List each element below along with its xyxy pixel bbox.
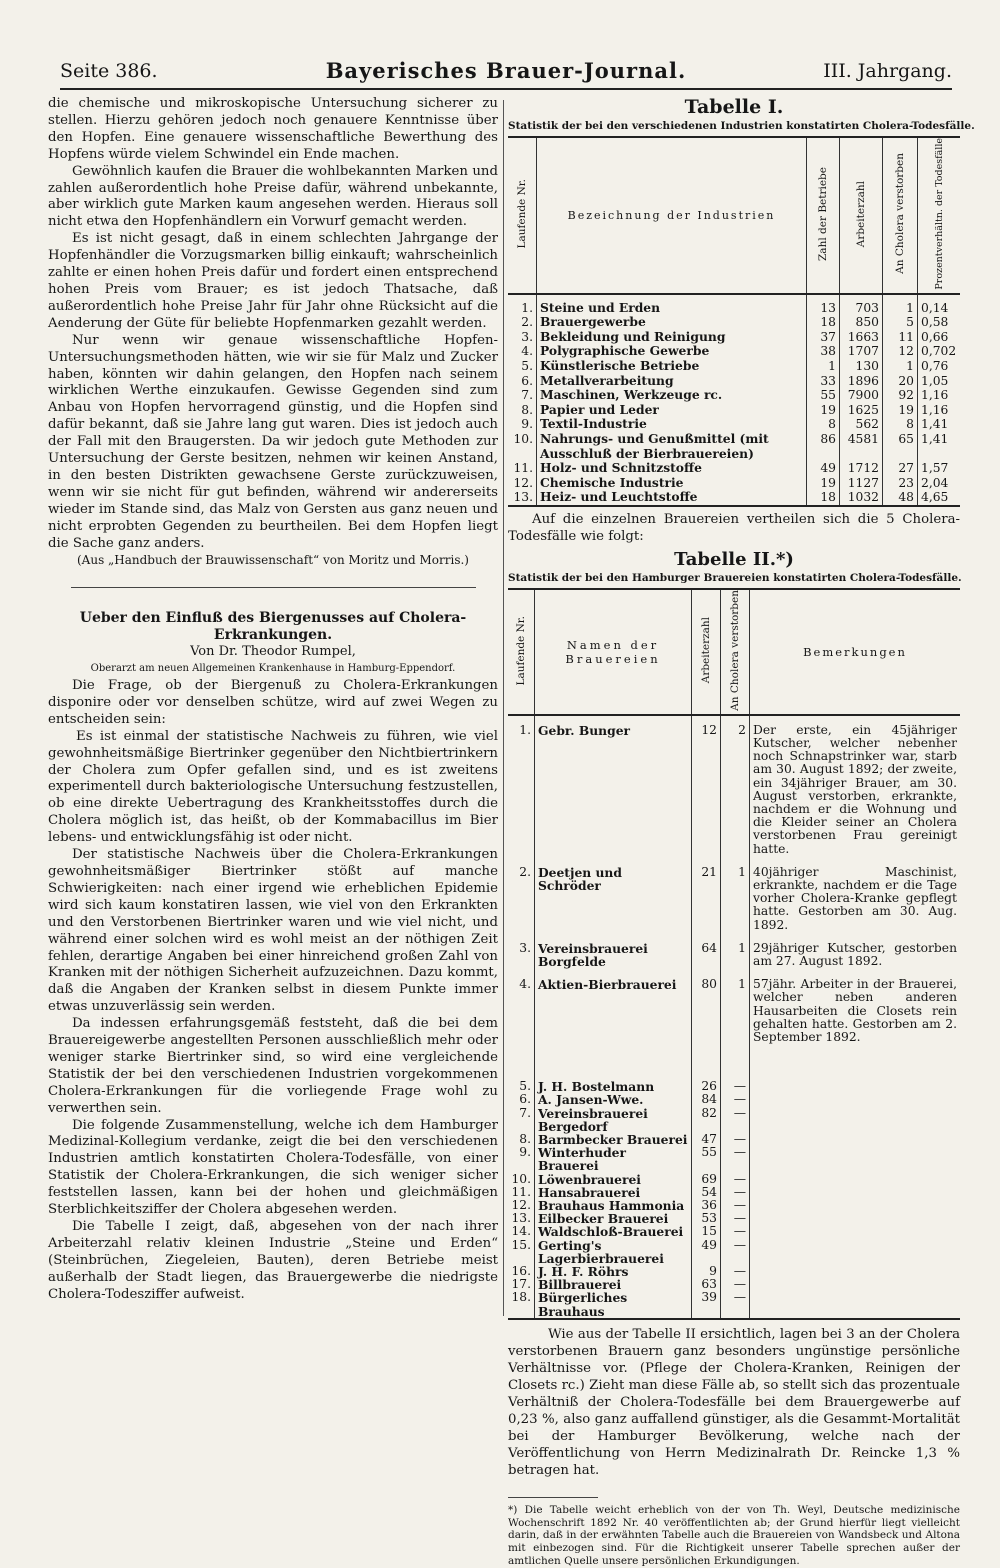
table-row bbox=[508, 1173, 960, 1186]
row-number: 3. bbox=[519, 940, 531, 955]
death-percentage: 0,66 bbox=[918, 330, 961, 345]
betriebe-count: 8 bbox=[807, 417, 840, 432]
death-count: — bbox=[721, 1291, 750, 1318]
table-row bbox=[508, 374, 960, 389]
death-count: 1 bbox=[721, 866, 750, 942]
brewery-name: Aktien-Bierbrauerei bbox=[535, 978, 692, 1080]
death-count: — bbox=[721, 1133, 750, 1146]
brewery-name: Bürgerliches Brauhaus bbox=[535, 1291, 692, 1318]
row-number: 15. bbox=[511, 1237, 531, 1252]
industry-name: Maschinen, Werkzeuge rc. bbox=[537, 388, 807, 403]
paragraph: Nur wenn wir genaue wissenschaftliche Hopfen-Untersuchungsmethoden hätten, wie wir sie für Malz und Zucker haben, könnten wir dahin gelangen, den Hopfen nach seinem wirklichen Werthe einzukaufen. Gewisse Gegenden sind zum Anbau von Hopfen hervorragend günstig, und die Hopfen sind dafür bekannt, daß sie Jahre lang gut waren. Dies ist jedoch auch der Fall mit den Braugersten. Da wir jedoch gute Methoden zur Untersuchung der Gerste besitzen, nehmen wir keinen Anstand, in den besten Distrikten gewachsene Gerste zurückzuweisen, wenn wir sie nicht für gut befinden, während wir andererseits wieder im Stande sind, das Malz von Gersten aus ganz neuen und nicht erprobten Gegenden zu beurtheilen. Bei dem Hopfen liegt die Sache ganz anders. bbox=[48, 332, 498, 551]
row-number: 7. bbox=[521, 388, 533, 403]
remarks bbox=[750, 1239, 961, 1265]
death-count: 2 bbox=[721, 715, 750, 866]
table-row bbox=[508, 715, 960, 866]
remarks bbox=[750, 1186, 961, 1199]
industry-name: Chemische Industrie bbox=[537, 476, 807, 491]
brewery-name: Deetjen und Schröder bbox=[535, 866, 692, 942]
row-number: 12. bbox=[513, 475, 533, 490]
brewery-name: Vereinsbrauerei Bergedorf bbox=[535, 1107, 692, 1133]
death-percentage: 0,76 bbox=[918, 359, 961, 374]
table2-header: Laufende Nr. bbox=[515, 615, 527, 686]
paragraph: Gewöhnlich kaufen die Brauer die wohlbekannten Marken und zahlen außerordentlich hohe Preise dafür, während unbekannte, aber wirklich gute Marken kaum angesehen werden. Hieraus soll nicht etwa den Hopfenhändlern ein Vorwurf gemacht werden. bbox=[48, 163, 498, 230]
worker-count: 130 bbox=[840, 359, 883, 374]
death-count: 1 bbox=[721, 942, 750, 978]
industry-name: Papier und Leder bbox=[537, 403, 807, 418]
article-separator bbox=[71, 587, 476, 588]
row-number: 16. bbox=[511, 1264, 531, 1279]
worker-count: 9 bbox=[692, 1265, 721, 1278]
worker-count: 703 bbox=[840, 294, 883, 316]
betriebe-count: 38 bbox=[807, 344, 840, 359]
table1-header: Prozentverhältn. der Todesfälle bbox=[933, 138, 945, 290]
footnote: *) Die Tabelle weicht erheblich von der von Th. Weyl, Deutsche medizinische Wochenschrift 1892 Nr. 40 veröffentlichten ab; der Grund hierfür liegt vielleicht darin, daß in der erwähnten Tabelle auch die Brauereien von Wandsbeck und Altona mit einbezogen sind. Für die Richtigkeit unserer Tabelle sprechen außer der amtlichen Quelle unsere persönlichen Erkundigungen. bbox=[508, 1503, 960, 1568]
remarks bbox=[750, 1225, 961, 1238]
death-count: — bbox=[721, 1199, 750, 1212]
row-number: 4. bbox=[521, 344, 533, 359]
betriebe-count: 19 bbox=[807, 476, 840, 491]
brewery-name: J. H. F. Röhrs bbox=[535, 1265, 692, 1278]
death-percentage: 1,41 bbox=[918, 432, 961, 461]
table-row bbox=[508, 476, 960, 491]
death-count: — bbox=[721, 1225, 750, 1238]
worker-count: 49 bbox=[692, 1239, 721, 1265]
remarks bbox=[750, 1093, 961, 1106]
worker-count: 36 bbox=[692, 1199, 721, 1212]
death-percentage: 2,04 bbox=[918, 476, 961, 491]
table-row bbox=[508, 942, 960, 978]
betriebe-count: 1 bbox=[807, 359, 840, 374]
table1-header: Arbeiterzahl bbox=[855, 180, 867, 247]
worker-count: 1896 bbox=[840, 374, 883, 389]
worker-count: 850 bbox=[840, 315, 883, 330]
row-number: 2. bbox=[521, 315, 533, 330]
death-count: — bbox=[721, 1093, 750, 1106]
worker-count: 26 bbox=[692, 1080, 721, 1093]
death-count: 8 bbox=[883, 417, 918, 432]
page-header bbox=[60, 58, 952, 90]
paragraph: Der statistische Nachweis über die Cholera-Erkrankungen gewohnheitsmäßiger Biertrinker stößt auf manche Schwierigkeiten: nach einer irgend wie erheblichen Epidemie wird sich kaum konstatiren lassen, wie viel von den Erkrankten und den Verstorbenen Biertrinker waren und wie viel nicht, und während einer solchen wird es wohl meist an der nöthigen Zeit fehlen, derartige Angaben bei einer hinreichend großen Zahl von Kranken mit der nöthigen Sicherheit aufzuzeichnen. Dazu kommt, daß die Angaben der Kranken selbst in diesem Punkte immer etwas unzuverlässig sein werden. bbox=[48, 847, 498, 1015]
death-count: 23 bbox=[883, 476, 918, 491]
death-count: 27 bbox=[883, 461, 918, 476]
betriebe-count: 49 bbox=[807, 461, 840, 476]
table-row bbox=[508, 490, 960, 506]
table2-header: Bemerkungen bbox=[750, 589, 961, 715]
brewery-name: Gerting's Lagerbierbrauerei bbox=[535, 1239, 692, 1265]
table-row bbox=[508, 1225, 960, 1238]
table-row bbox=[508, 978, 960, 1080]
worker-count: 80 bbox=[692, 978, 721, 1080]
row-number: 14. bbox=[511, 1224, 531, 1239]
row-number: 6. bbox=[519, 1092, 531, 1107]
death-count: 1 bbox=[883, 294, 918, 316]
brewery-name: J. H. Bostelmann bbox=[535, 1080, 692, 1093]
death-percentage: 1,16 bbox=[918, 403, 961, 418]
table-row bbox=[508, 1291, 960, 1318]
death-count: — bbox=[721, 1212, 750, 1225]
table-row bbox=[508, 417, 960, 432]
table-row bbox=[508, 330, 960, 345]
row-number: 2. bbox=[519, 864, 531, 879]
remarks bbox=[750, 1080, 961, 1093]
paragraph: Die Frage, ob der Biergenuß zu Cholera-Erkrankungen disponire oder vor denselben schütze, wird auf zwei Wegen zu entscheiden sein: bbox=[48, 678, 498, 727]
industry-name: Holz- und Schnitzstoffe bbox=[537, 461, 807, 476]
industry-name: Steine und Erden bbox=[537, 294, 807, 316]
paragraph: Die folgende Zusammenstellung, welche ich dem Hamburger Medizinal-Kollegium verdanke, zeigt die bei den verschiedenen Industrien amtlich konstatirten Cholera-Todesfälle, von einer Statistik der Cholera-Erkrankungen, die sich weniger sicher feststellen lassen, kann bei der hohen und gleichmäßigen Sterblichkeitsziffer der Cholera abgesehen werden. bbox=[48, 1117, 498, 1218]
industry-name: Heiz- und Leuchtstoffe bbox=[537, 490, 807, 506]
worker-count: 54 bbox=[692, 1186, 721, 1199]
brewery-name: Löwenbrauerei bbox=[535, 1173, 692, 1186]
remarks: Der erste, ein 45jähriger Kutscher, welcher nebenher noch Schnapstrinker war, starb am 30. August 1892; der zweite, ein 34jähriger Brauer, am 30. August verstorben, erkrankte, nachdem er die Wohnung und die Kleider seiner an Cholera verstorbenen Frau gereinigt hatte. bbox=[750, 715, 961, 866]
remarks bbox=[750, 1265, 961, 1278]
row-number: 8. bbox=[519, 1132, 531, 1146]
worker-count: 1663 bbox=[840, 330, 883, 345]
brewery-name: Gebr. Bunger bbox=[535, 715, 692, 866]
row-number: 1. bbox=[521, 300, 533, 315]
death-count: 92 bbox=[883, 388, 918, 403]
remarks: 29jähriger Kutscher, gestorben am 27. August 1892. bbox=[750, 942, 961, 978]
table2-title: Tabelle II.*) bbox=[674, 548, 794, 570]
death-percentage: 0,58 bbox=[918, 315, 961, 330]
remarks: 57jähr. Arbeiter in der Brauerei, welcher neben anderen Hausarbeiten die Closets rein gehalten hatte. Gestorben am 2. September 1892. bbox=[750, 978, 961, 1080]
betriebe-count: 19 bbox=[807, 403, 840, 418]
row-number: 12. bbox=[511, 1198, 531, 1213]
death-percentage: 1,41 bbox=[918, 417, 961, 432]
worker-count: 4581 bbox=[840, 432, 883, 461]
death-count: — bbox=[721, 1173, 750, 1186]
industry-name: Polygraphische Gewerbe bbox=[537, 344, 807, 359]
death-count: 5 bbox=[883, 315, 918, 330]
worker-count: 15 bbox=[692, 1225, 721, 1238]
remarks bbox=[750, 1199, 961, 1212]
table-row bbox=[508, 461, 960, 476]
worker-count: 1712 bbox=[840, 461, 883, 476]
row-number: 7. bbox=[519, 1105, 531, 1120]
worker-count: 63 bbox=[692, 1278, 721, 1291]
worker-count: 562 bbox=[840, 417, 883, 432]
death-count: — bbox=[721, 1239, 750, 1265]
worker-count: 1707 bbox=[840, 344, 883, 359]
row-number: 17. bbox=[511, 1277, 531, 1292]
brewery-name: Brauhaus Hammonia bbox=[535, 1199, 692, 1212]
row-number: 1. bbox=[519, 722, 531, 737]
table-row bbox=[508, 294, 960, 316]
table-row bbox=[508, 344, 960, 359]
indented-quote: Es ist einmal der statistische Nachweis zu führen, wie viel gewohnheitsmäßige Biertrinker gegenüber den Nichtbiertrinkern der Cholera zum Opfer gefallen sind, und es ist zweitens experimentell durch bakteriologische Untersuchung festzustellen, ob eine direkte Uebertragung des Krankheitsstoffes durch die Cholera möglich ist, das heißt, ob der Kommabacillus im Bier lebens- und entwicklungsfähig ist oder nicht. bbox=[48, 728, 498, 846]
betriebe-count: 18 bbox=[807, 315, 840, 330]
death-count: 12 bbox=[883, 344, 918, 359]
death-count: 19 bbox=[883, 403, 918, 418]
remarks bbox=[750, 1133, 961, 1146]
paragraph: Auf die einzelnen Brauereien vertheilen sich die 5 Cholera-Todesfälle wie folgt: bbox=[508, 511, 960, 544]
table1-header: Laufende Nr. bbox=[516, 179, 528, 249]
row-number: 4. bbox=[519, 977, 531, 992]
death-percentage: 4,65 bbox=[918, 490, 961, 506]
brewery-name: Barmbecker Brauerei bbox=[535, 1133, 692, 1146]
brewery-name: Winterhuder Brauerei bbox=[535, 1146, 692, 1172]
row-number: 6. bbox=[521, 373, 533, 388]
death-count: 1 bbox=[883, 359, 918, 374]
source-citation: (Aus „Handbuch der Brauwissenschaft“ von Moritz und Morris.) bbox=[77, 553, 469, 568]
death-count: — bbox=[721, 1080, 750, 1093]
death-percentage: 1,05 bbox=[918, 374, 961, 389]
table1-header: Bezeichnung der Industrien bbox=[537, 137, 807, 294]
death-count: 11 bbox=[883, 330, 918, 345]
table1-title: Tabelle I. bbox=[684, 96, 784, 118]
table-row bbox=[508, 1107, 960, 1133]
betriebe-count: 13 bbox=[807, 294, 840, 316]
row-number: 13. bbox=[511, 1211, 531, 1226]
death-percentage: 0,702 bbox=[918, 344, 961, 359]
journal-title: Bayerisches Brauer-Journal. bbox=[325, 58, 687, 83]
brewery-name: Eilbecker Brauerei bbox=[535, 1212, 692, 1225]
article-author: Von Dr. Theodor Rumpel, bbox=[190, 644, 356, 660]
industry-name: Bekleidung und Reinigung bbox=[537, 330, 807, 345]
brewery-name: Billbrauerei bbox=[535, 1278, 692, 1291]
death-count: 65 bbox=[883, 432, 918, 461]
table-row bbox=[508, 359, 960, 374]
footnote-separator bbox=[508, 1497, 598, 1498]
column-divider bbox=[503, 100, 504, 1316]
worker-count: 53 bbox=[692, 1212, 721, 1225]
volume-label: III. Jahrgang. bbox=[823, 60, 952, 82]
table-row bbox=[508, 1093, 960, 1106]
left-column bbox=[48, 96, 498, 1304]
industry-name: Nahrungs- und Genußmittel (mit Ausschluß der Bierbrauereien) bbox=[537, 432, 807, 461]
worker-count: 1127 bbox=[840, 476, 883, 491]
row-number: 5. bbox=[521, 358, 533, 373]
worker-count: 47 bbox=[692, 1133, 721, 1146]
industry-name: Metallverarbeitung bbox=[537, 374, 807, 389]
table2 bbox=[508, 588, 960, 1320]
page-number: Seite 386. bbox=[60, 60, 158, 82]
industry-name: Künstlerische Betriebe bbox=[537, 359, 807, 374]
table1-header: Zahl der Betriebe bbox=[817, 166, 829, 261]
table-row bbox=[508, 866, 960, 942]
remarks bbox=[750, 1278, 961, 1291]
row-number: 11. bbox=[511, 1184, 531, 1199]
worker-count: 21 bbox=[692, 866, 721, 942]
remarks bbox=[750, 1107, 961, 1133]
table2-body bbox=[508, 715, 960, 1319]
betriebe-count: 55 bbox=[807, 388, 840, 403]
table-row bbox=[508, 1146, 960, 1172]
brewery-name: Hansabrauerei bbox=[535, 1186, 692, 1199]
remarks bbox=[750, 1291, 961, 1318]
death-count: — bbox=[721, 1186, 750, 1199]
death-percentage: 0,14 bbox=[918, 294, 961, 316]
betriebe-count: 33 bbox=[807, 374, 840, 389]
table2-header: An Cholera verstorben bbox=[729, 589, 741, 711]
worker-count: 1625 bbox=[840, 403, 883, 418]
worker-count: 1032 bbox=[840, 490, 883, 506]
table1-subtitle: Statistik der bei den verschiedenen Industrien konstatirten Cholera-Todesfälle. bbox=[508, 120, 975, 132]
death-count: — bbox=[721, 1265, 750, 1278]
paragraph: Da indessen erfahrungsgemäß feststeht, daß die bei dem Brauereigewerbe angestellten Personen ausschließlich mehr oder weniger starke Biertrinker sind, so wird eine vergleichende Statistik der bei den verschiedenen Industrien vorgekommenen Cholera-Erkrankungen für die vorliegende Frage wohl zu verwerthen sein. bbox=[48, 1016, 498, 1116]
worker-count: 84 bbox=[692, 1093, 721, 1106]
row-number: 3. bbox=[521, 329, 533, 344]
table1 bbox=[508, 136, 960, 507]
worker-count: 64 bbox=[692, 942, 721, 978]
row-number: 11. bbox=[513, 461, 533, 476]
death-count: 48 bbox=[883, 490, 918, 506]
row-number: 18. bbox=[508, 1291, 535, 1318]
brewery-name: Waldschloß-Brauerei bbox=[535, 1225, 692, 1238]
row-number: 10. bbox=[511, 1171, 531, 1186]
death-percentage: 1,57 bbox=[918, 461, 961, 476]
row-number: 9. bbox=[521, 417, 533, 432]
paragraph: Wie aus der Tabelle II ersichtlich, lagen bei 3 an der Cholera verstorbenen Brauern ganz besonders ungünstige persönliche Verhältnisse vor. (Pflege der Cholera-Kranken, Reinigen der Closets rc.) Zieht man diese Fälle ab, so stellt sich das prozentuale Verhältniß der Cholera-Todesfälle bei dem Brauergewerbe auf 0,23 %, also ganz auffallend günstiger, als die Gesammt-Mortalität bei der Hamburger Bevölkerung, welche nach der Veröffentlichung von Herrn Medizinalrath Dr. Reincke 1,3 % betragen hat. bbox=[508, 1326, 960, 1478]
worker-count: 55 bbox=[692, 1146, 721, 1172]
author-affiliation: Oberarzt am neuen Allgemeinen Krankenhause in Hamburg-Eppendorf. bbox=[90, 663, 456, 675]
death-percentage: 1,16 bbox=[918, 388, 961, 403]
industry-name: Brauergewerbe bbox=[537, 315, 807, 330]
paragraph: Es ist nicht gesagt, daß in einem schlechten Jahrgange der Hopfenhändler die Vorzugsmarken billig einkauft; wahrscheinlich zahlte er einen hohen Preis dafür und fordert einen entsprechend hohen Preis vom Brauer; es ist jedoch Thatsache, daß außerordentlich hohe Preise Jahr für Jahr ohne Rücksicht auf die Aenderung der Güte für beliebte Hopfenmarken gezahlt werden. bbox=[48, 231, 498, 331]
worker-count: 69 bbox=[692, 1173, 721, 1186]
industry-name: Textil-Industrie bbox=[537, 417, 807, 432]
paragraph: Die Tabelle I zeigt, daß, abgesehen von der nach ihrer Arbeiterzahl relativ kleinen Industrie „Steine und Erden“ (Steinbrüchen, Ziegeleien, Bauten), deren Betriebe meist außerhalb der Stadt liegen, das Brauergewerbe die niedrigste Cholera-Todesziffer aufweist. bbox=[48, 1219, 498, 1302]
remarks bbox=[750, 1146, 961, 1172]
worker-count: 12 bbox=[692, 715, 721, 866]
table-row bbox=[508, 388, 960, 403]
row-number: 9. bbox=[519, 1145, 531, 1160]
row-number: 8. bbox=[521, 402, 533, 417]
death-count: — bbox=[721, 1146, 750, 1172]
table2-header: Arbeiterzahl bbox=[700, 617, 712, 684]
table2-subtitle: Statistik der bei den Hamburger Brauereien konstatirten Cholera-Todesfälle. bbox=[508, 571, 962, 584]
right-column bbox=[508, 96, 975, 1568]
table-row bbox=[508, 315, 960, 330]
worker-count: 82 bbox=[692, 1107, 721, 1133]
article-title: Ueber den Einfluß des Biergenusses auf Cholera-Erkrankungen. bbox=[79, 610, 467, 644]
table2-header: Namen der Brauereien bbox=[535, 589, 692, 715]
remarks bbox=[750, 1173, 961, 1186]
row-number: 13. bbox=[508, 490, 537, 506]
paragraph: die chemische und mikroskopische Untersuchung sicherer zu stellen. Hierzu gehören jedoch noch genauere Kenntnisse über den Hopfen. Eine genauere wissenschaftliche Bewerthung des Hopfens würde vielem Schwindel ein Ende machen. bbox=[48, 96, 498, 162]
row-number: 5. bbox=[519, 1079, 531, 1094]
death-count: — bbox=[721, 1107, 750, 1133]
table1-body bbox=[508, 294, 960, 506]
remarks bbox=[750, 1212, 961, 1225]
worker-count: 7900 bbox=[840, 388, 883, 403]
brewery-name: Vereinsbrauerei Borgfelde bbox=[535, 942, 692, 978]
death-count: — bbox=[721, 1278, 750, 1291]
worker-count: 39 bbox=[692, 1291, 721, 1318]
remarks: 40jähriger Maschinist, erkrankte, nachdem er die Tage vorher Cholera-Kranke gepflegt hatte. Gestorben am 30. Aug. 1892. bbox=[750, 866, 961, 942]
table-row bbox=[508, 1239, 960, 1265]
betriebe-count: 18 bbox=[807, 490, 840, 506]
table-row bbox=[508, 403, 960, 418]
betriebe-count: 86 bbox=[807, 432, 840, 461]
death-count: 1 bbox=[721, 978, 750, 1080]
betriebe-count: 37 bbox=[807, 330, 840, 345]
death-count: 20 bbox=[883, 374, 918, 389]
row-number: 10. bbox=[513, 431, 533, 446]
brewery-name: A. Jansen-Wwe. bbox=[535, 1093, 692, 1106]
table-row bbox=[508, 432, 960, 461]
table1-header: An Cholera verstorben bbox=[894, 153, 906, 275]
